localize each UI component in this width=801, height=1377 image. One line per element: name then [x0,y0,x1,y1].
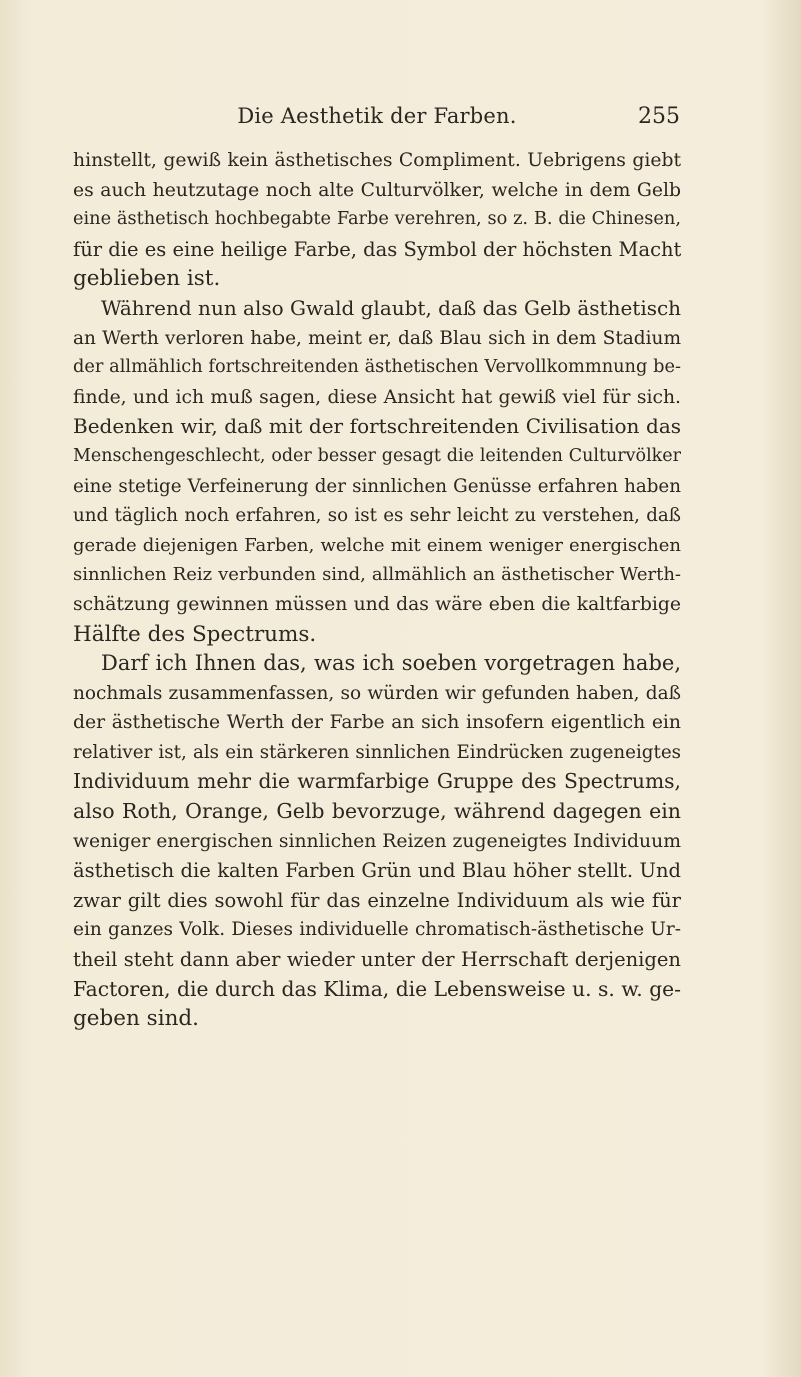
text-line: Menschengeschlecht, oder besser gesagt die leitenden Culturvölker [73,445,681,466]
text-line: ein ganzes Volk. Dieses individuelle chromatisch-ästhetische Ur- [73,919,681,941]
text-line: nochmals zusammenfassen, so würden wir gefunden haben, daß [73,682,681,704]
text-line: an Werth verloren habe, meint er, daß Blau sich in dem Stadium [73,327,681,349]
text-line: geblieben ist. [73,266,221,292]
page-edge-shadow [761,0,801,1377]
text-line: und täglich noch erfahren, so ist es sehr leicht zu verstehen, daß [73,505,681,527]
text-line: Bedenken wir, daß mit der fortschreitenden Civilisation das [73,414,681,439]
text-line: also Roth, Orange, Gelb bevorzuge, während dagegen ein [73,799,681,824]
text-line: weniger energischen sinnlichen Reizen zugeneigtes Individuum [73,830,681,852]
running-title: Die Aesthetik der Farben. [237,104,517,128]
text-line: Darf ich Ihnen das, was ich soeben vorgetragen habe, [101,651,681,676]
text-line: finde, und ich muß sagen, diese Ansicht hat gewiß viel für sich. [73,386,681,408]
text-line: relativer ist, als ein stärkeren sinnlichen Eindrücken zugeneigtes [73,741,681,763]
text-line: theil steht dann aber wieder unter der Herrschaft derjenigen [73,948,681,972]
text-line: hinstellt, gewiß kein ästhetisches Compliment. Uebrigens giebt [73,150,681,171]
page-header [74,98,680,138]
text-line: Während nun also Gwald glaubt, daß das Gelb ästhetisch [101,295,681,320]
text-line: eine ästhetisch hochbegabte Farbe verehren, so z. B. die Chinesen, [73,209,681,230]
text-line: Hälfte des Spectrums. [73,621,317,647]
text-line: für die es eine heilige Farbe, das Symbol der höchsten Macht [73,237,681,261]
text-line: zwar gilt dies sowohl für das einzelne Individuum als wie für [73,888,681,912]
text-line: geben sind. [73,1006,200,1032]
text-line: ästhetisch die kalten Farben Grün und Blau höher stellt. Und [73,859,681,883]
text-line: sinnlichen Reiz verbunden sind, allmählich an ästhetischer Werth- [73,564,681,586]
text-line: der ästhetische Werth der Farbe an sich insofern eigentlich ein [73,712,681,734]
text-line: es auch heutzutage noch alte Culturvölker, welche in dem Gelb [73,179,681,201]
text-line: Factoren, die durch das Klima, die Lebensweise u. s. w. ge- [73,976,681,1001]
text-line: gerade diejenigen Farben, welche mit einem weniger energischen [73,534,681,556]
text-line: schätzung gewinnen müssen und das wäre eben die kaltfarbige [73,593,681,615]
page-number: 255 [638,104,680,129]
text-line: der allmählich fortschreitenden ästhetischen Vervollkommnung be- [73,357,681,378]
text-line: eine stetige Verfeinerung der sinnlichen Genüsse erfahren haben [73,475,681,497]
body-text [73,146,681,1034]
text-line: Individuum mehr die warmfarbige Gruppe des Spectrums, [73,769,681,794]
